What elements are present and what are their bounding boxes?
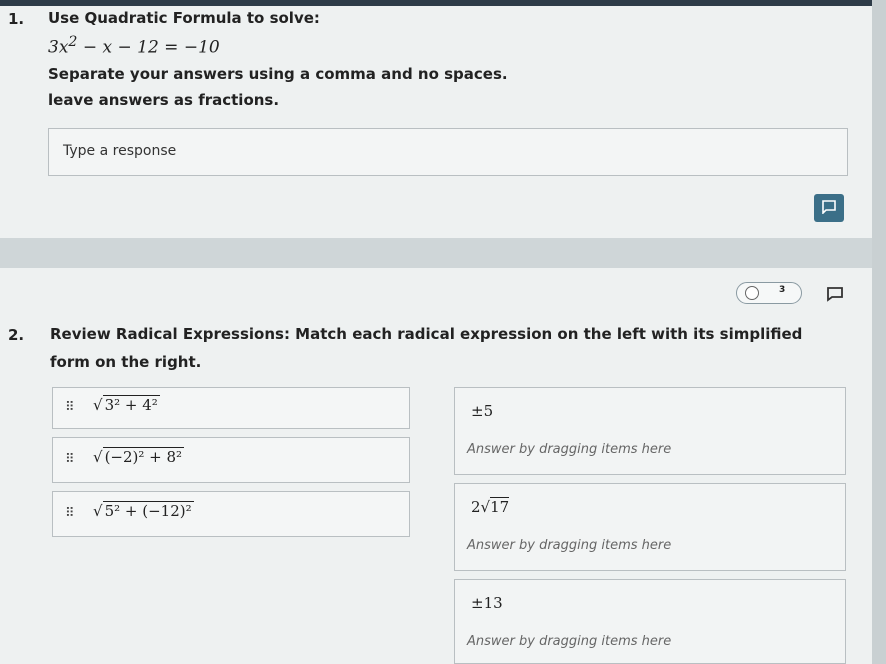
toggle-count: 3	[779, 285, 786, 295]
match-zone[interactable]	[454, 387, 846, 475]
drag-item[interactable]	[52, 387, 410, 429]
radical-expression: √ 5² + (−12)²	[93, 502, 192, 520]
scrollbar[interactable]	[872, 0, 886, 664]
target-label: ±5	[471, 402, 494, 420]
radical-expression: √ 3² + 4²	[93, 396, 158, 414]
instruction: leave answers as fractions.	[48, 91, 280, 109]
drag-handle-icon[interactable]: ⠿	[65, 506, 74, 521]
response-placeholder: Type a response	[63, 143, 177, 159]
drop-hint: Answer by dragging items here	[467, 538, 672, 553]
radical-expression: √ (−2)² + 8²	[93, 448, 183, 466]
comment-button[interactable]	[814, 194, 844, 222]
match-zone[interactable]	[454, 579, 846, 664]
response-input[interactable]	[48, 128, 848, 176]
question-number: 2.	[8, 326, 25, 344]
toggle-knob-icon	[745, 286, 759, 300]
comment-icon[interactable]	[826, 286, 844, 302]
instruction: Separate your answers using a comma and no spaces.	[48, 65, 508, 83]
drag-item[interactable]	[52, 437, 410, 483]
question-title: Review Radical Expressions: Match each radical expression on the left with its simplified	[50, 325, 803, 343]
drop-hint: Answer by dragging items here	[467, 634, 672, 649]
match-zone[interactable]	[454, 483, 846, 571]
question-title: form on the right.	[50, 353, 202, 371]
section-divider	[0, 238, 872, 268]
target-label: ±13	[471, 594, 503, 612]
question-title: Use Quadratic Formula to solve:	[48, 9, 320, 27]
question-1-card	[0, 6, 872, 238]
comment-icon	[822, 200, 836, 214]
equation: $3x^2 - x - 12 = -10$	[48, 34, 220, 58]
target-label: 2√17	[471, 498, 510, 516]
question-number: 1.	[8, 10, 25, 28]
drop-hint: Answer by dragging items here	[467, 442, 672, 457]
drag-item[interactable]	[52, 491, 410, 537]
drag-handle-icon[interactable]: ⠿	[65, 452, 74, 467]
flag-toggle[interactable]	[736, 282, 802, 304]
drag-handle-icon[interactable]: ⠿	[65, 400, 74, 415]
